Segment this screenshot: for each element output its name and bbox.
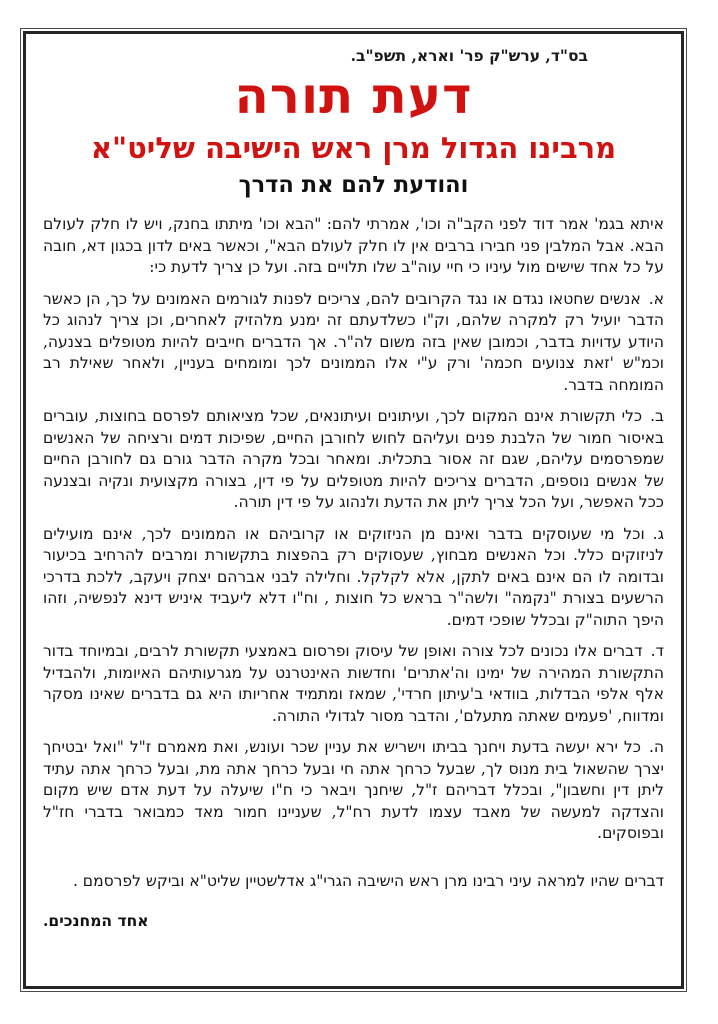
page-tagline: והודעת להם את הדרך — [238, 172, 469, 198]
intro-paragraph: איתא בגמ' אמר דוד לפני הקב"ה וכו', אמרתי להם: "הבא וכו' מיתתו בחנק, ויש לו חלק לעולם הבא. אבל המלבין פני חבירו ברבים אין לו חלק לעולם הבא", וכאשר באים לדון בכגון דא, חובה על כל אחד שישים מול עיניו כי חיי עוה"ב שלו תלויים בזה. ועל כן צריך לדעת כי: — [43, 215, 664, 276]
section-letter: ד. — [650, 642, 664, 660]
signature: אחד המחנכים. — [43, 910, 149, 930]
section-text: וכל מי שעוסקים בדבר ואינם מן הניזוקים או קרוביהם או הממונים לכך, אינם מועילים לניזוקים כלל. וכל האנשים מבחוץ, שעסוקים רק בהפצות בתקשורת ומרבים להרחיב בכיעור ובדומה לו הם אינם באים לתקן, אלא לקלקל. וחלילה לבני אברהם יצחק ויעקב, ללכת בדרכי הרשעים בצורת "נקמה" ולשה"ר בראש כל חוצות , וח"ו דלא ליעביד איניש דינא לנפשיה, וזהו היפך התוה"ק ובכלל שופכי דמים. — [43, 524, 664, 629]
section-paragraph-dalet — [43, 641, 664, 727]
section-paragraph-he — [43, 737, 664, 845]
section-letter: א. — [648, 289, 664, 308]
document-body — [43, 214, 664, 845]
closing-paragraph: דברים שהיו למראה עיני רבינו מרן ראש הישיבה הגרי"ג אדלשטיין שליט"א וביקש לפרסמם . — [72, 871, 664, 890]
section-text: אנשים שחטאו נגדם או נגד הקרובים להם, צריכים לפנות לגורמים האמונים על כך, הן כאשר הדבר יועיל רק למקרה שלהם, וק"ו כשלדעתם זה ימנע מלהזיק לאחרים, וכן צריך לנהוג כל היודע עדויות בדבר, וכמובן שאין בזה משום לה"ר. אך הדברים חייבים להיות מטופלים בצנעה, וכמ"ש 'זאת צנועים חכמה' ורק ע"י אלו הממונים לכך ומומחים בעניין, ולאחר שאילת רב המומחה בדבר. — [43, 289, 664, 394]
section-text: כלי תקשורת אינם המקום לכך, ועיתונים ועיתונאים, שכל מציאותם לפרסם בחוצות, עוברים באיסור חמור של הלבנת פנים ועליהם לחוש לחורבן החיים, שפיכות דמים ורציחה של האנשים שמפרסמים עליהם, שגם זה אסור בתכלית. ומאחר ובכל מקרה הדבר גורם גם לחורבן החיים של אנשים נוספים, הדברים צריכים להיות מטופלים על פי דין, בצורה מקצועית ונקיה ובצנעה ככל האפשר, ועל הכל צריך ליתן את הדעת ולנהוג על פי דין תורה. — [43, 407, 664, 511]
date-line: בס"ד, ערש"ק פר' וארא, תשפ"ב. — [350, 46, 588, 65]
section-text: דברים אלו נכונים לכל צורה ואופן של עיסוק ופרסום באמצעי תקשורת לרבים, ובמיוחד בדור התקשורת המהירה של ימינו וה'אתרים' וחדשות האינטרנט על מגרעותיהם האיומות, ולהבדיל אלף אלפי הבדלות, בוודאי ב'עיתון חרדי', שמאז ומתמיד אחריותו היא גם בדברים שאינו מסקר ומדווח, 'פעמים שאתה מתעלם', והדבר מסור לגדולי התורה. — [43, 642, 664, 725]
section-letter: ה. — [648, 738, 664, 756]
section-paragraph-bet — [43, 406, 664, 514]
document-border-outer — [20, 28, 687, 992]
section-paragraph-alef — [43, 289, 664, 397]
page-title: דעת תורה — [234, 66, 473, 125]
section-paragraph-gimel — [43, 524, 664, 632]
section-text: כל ירא יעשה בדעת ויחנך בביתו וישריש את עניין שכר ועונש, ואת מאמרם ז"ל "ואל יבטיחך יצרך שהשאול בית מנוס לך, שבעל כרחך אתה חי ובעל כרחך אתה מת, ובעל כרחך אתה עתיד ליתן דין וחשבון", ובכלל דבריהם ז"ל, שיחנך ויבאר כי ח"ו שיעלה על דעת אדם שיש מקום והצדקה למעשה של מאבד עצמו לדעת רח"ל, שעניינו חמור מאד כמבואר בדברי חז"ל ובפוסקים. — [43, 738, 664, 842]
section-letter: ג. — [652, 524, 664, 543]
page-subtitle: מרבינו הגדול מרן ראש הישיבה שליט"א — [90, 131, 617, 165]
document-border-inner — [23, 31, 684, 989]
section-letter: ב. — [650, 407, 664, 425]
